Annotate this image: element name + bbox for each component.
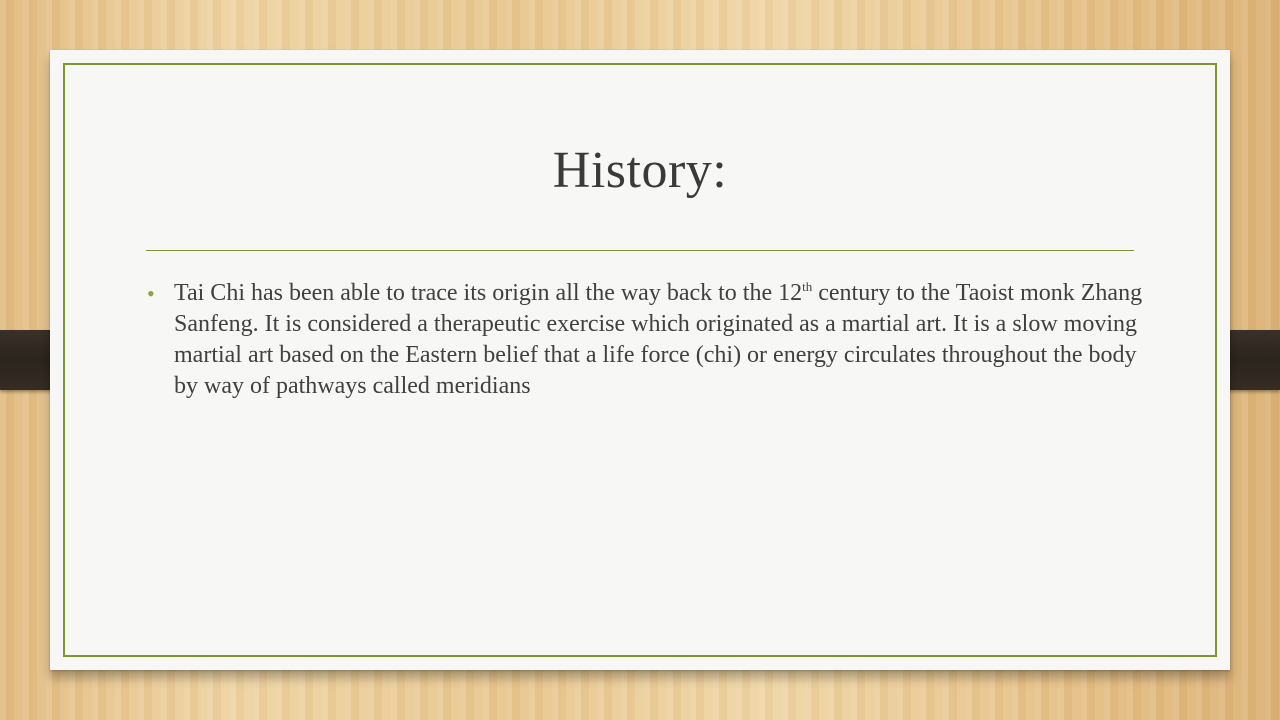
bullet-item bbox=[147, 278, 1154, 402]
bullet-text-part2: century to the Taoist monk Zhang Sanfeng. It is considered a therapeutic exercise which originated as a martial art. It is a slow moving martial art based on the Eastern belief that a life force (chi) or energy circulates throughout the body by way of pathways called meridians bbox=[174, 280, 1143, 399]
slide-paper bbox=[50, 50, 1230, 670]
bullet-marker: • bbox=[147, 281, 155, 306]
bullet-text-part1: Tai Chi has been able to trace its origin all the way back to the 12 bbox=[174, 280, 803, 306]
title-divider bbox=[146, 250, 1134, 251]
bullet-superscript: th bbox=[802, 279, 813, 294]
slide-title: History: bbox=[552, 142, 728, 199]
